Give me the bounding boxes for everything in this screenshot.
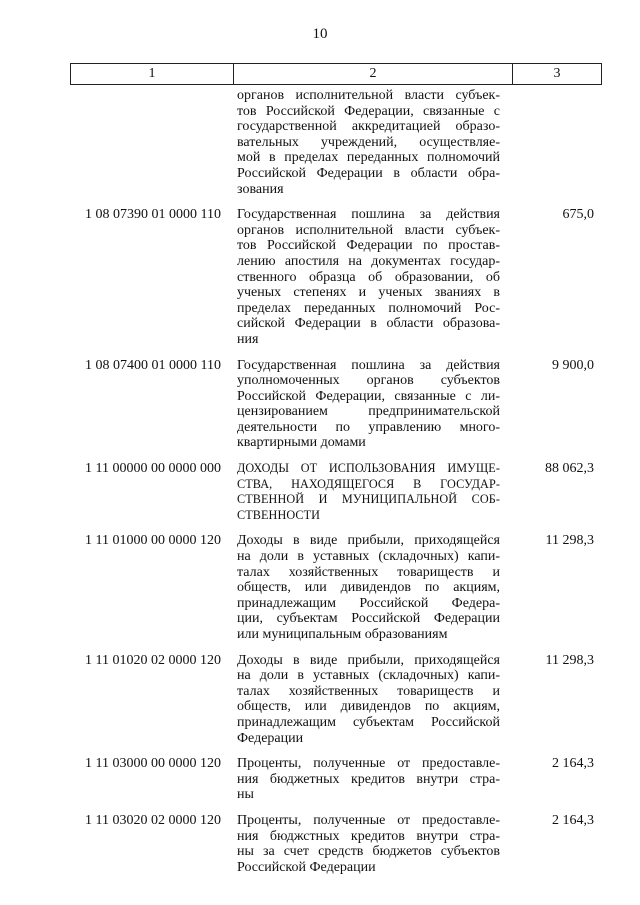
description-line: ции, субъектам Российской Федерации bbox=[237, 611, 500, 627]
description-line: тов Российской Федерации, связанные с bbox=[237, 103, 500, 119]
table-row bbox=[70, 533, 602, 642]
description-line: тов Российской Федерации по простав- bbox=[237, 238, 500, 254]
description-line: СТВЕННОСТИ bbox=[237, 507, 321, 522]
revenue-description bbox=[233, 358, 512, 452]
description-line: ственного образца об образовании, об bbox=[237, 269, 500, 285]
revenue-code: 1 08 07390 01 0000 110 bbox=[85, 207, 221, 223]
revenue-code: 1 11 01000 00 0000 120 bbox=[85, 533, 221, 549]
description-line: сийской Федерации в области образова- bbox=[237, 316, 500, 332]
description-line: обществ, или дивидендов по акциям, bbox=[237, 580, 500, 596]
revenue-description bbox=[233, 653, 512, 747]
table-row bbox=[70, 461, 602, 523]
revenue-description bbox=[233, 533, 512, 642]
description-line: или муниципальным образованиям bbox=[237, 627, 448, 642]
description-line: талах хозяйственных товариществ и bbox=[237, 564, 500, 580]
description-line: Российской Федерации bbox=[237, 859, 376, 875]
revenue-code: 1 11 03000 00 0000 120 bbox=[85, 756, 221, 772]
description-line: Проценты, полученные от предоставле- bbox=[237, 756, 500, 772]
table-row bbox=[70, 88, 602, 197]
amount: 11 298,3 bbox=[545, 652, 594, 668]
amount: 88 062,3 bbox=[545, 461, 594, 477]
description-line: ны за счет средств бюджетов субъектов bbox=[237, 844, 500, 860]
description-line: Государственная пошлина за действия bbox=[237, 207, 500, 223]
description-line: органов исполнительной власти субъек- bbox=[237, 222, 500, 238]
description-line: мой в пределах переданных полномочий bbox=[237, 150, 500, 166]
header-col-3: 3 bbox=[553, 66, 561, 81]
description-line: цензированием предпринимательской bbox=[237, 404, 500, 420]
description-line: талах хозяйственных товариществ и bbox=[237, 683, 500, 699]
description-line: Проценты, полученные от предоставле- bbox=[237, 812, 500, 828]
description-line: СТВА, НАХОДЯЩЕГОСЯ В ГОСУДАР- bbox=[237, 476, 500, 491]
description-line: государственной аккредитацией образо- bbox=[237, 119, 500, 135]
description-line: Федерации bbox=[237, 730, 304, 746]
amount: 675,0 bbox=[562, 207, 594, 223]
amount: 2 164,3 bbox=[552, 812, 594, 828]
table-row bbox=[70, 756, 602, 803]
description-line: на доли в уставных (складочных) капи- bbox=[237, 549, 500, 565]
revenue-description bbox=[233, 88, 512, 197]
description-line: ния bbox=[237, 331, 259, 347]
description-line: ДОХОДЫ ОТ ИСПОЛЬЗОВАНИЯ ИМУЩЕ- bbox=[237, 461, 500, 476]
description-line: Доходы в виде прибыли, приходящейся bbox=[237, 533, 500, 549]
description-line: пределах переданных полномочий Рос- bbox=[237, 300, 500, 316]
description-line: Российской Федерации в области обра- bbox=[237, 165, 500, 181]
table-header bbox=[70, 63, 602, 85]
description-line: уполномоченных органов субъектов bbox=[237, 373, 500, 389]
description-line: органов исполнительной власти субъек- bbox=[237, 88, 500, 103]
description-line: зования bbox=[237, 181, 284, 197]
revenue-code: 1 08 07400 01 0000 110 bbox=[85, 357, 221, 373]
page-number: 10 bbox=[312, 26, 328, 42]
description-line: на доли в уставных (складочных) капи- bbox=[237, 668, 500, 684]
revenue-description bbox=[233, 756, 512, 803]
table-row bbox=[70, 207, 602, 347]
description-line: Государственная пошлина за действия bbox=[237, 357, 500, 373]
table-row bbox=[70, 653, 602, 747]
revenue-code: 1 11 01020 02 0000 120 bbox=[85, 652, 221, 668]
description-line: СТВЕННОЙ И МУНИЦИПАЛЬНОЙ СОБ- bbox=[237, 492, 500, 507]
description-line: ния бюджетных кредитов внутри стра- bbox=[237, 771, 500, 787]
revenue-code: 1 11 03020 02 0000 120 bbox=[85, 812, 221, 828]
table-row bbox=[70, 813, 602, 875]
description-line: вательных учреждений, осуществляе- bbox=[237, 134, 500, 150]
header-col-1: 1 bbox=[71, 64, 234, 84]
description-line: ученых степенях и ученых званиях в bbox=[237, 285, 500, 301]
amount: 2 164,3 bbox=[552, 756, 594, 772]
amount: 9 900,0 bbox=[552, 357, 594, 373]
description-line: лению апостиля на документах государ- bbox=[237, 253, 500, 269]
description-line: обществ, или дивидендов по акциям, bbox=[237, 699, 500, 715]
amount: 11 298,3 bbox=[545, 533, 594, 549]
revenue-description bbox=[233, 813, 512, 875]
description-line: Российской Федерации, связанные с ли- bbox=[237, 388, 500, 404]
revenue-code: 1 11 00000 00 0000 000 bbox=[85, 461, 221, 477]
description-line: ны bbox=[237, 787, 254, 803]
revenue-description bbox=[233, 461, 512, 523]
description-line: Доходы в виде прибыли, приходящейся bbox=[237, 652, 500, 668]
description-line: квартирными домами bbox=[237, 435, 366, 451]
table-body bbox=[70, 88, 602, 885]
description-line: деятельности по управлению много- bbox=[237, 419, 500, 435]
revenue-description bbox=[233, 207, 512, 347]
description-line: ния бюджстных кредитов внутри стра- bbox=[237, 828, 500, 844]
header-col-2: 2 bbox=[234, 64, 513, 84]
description-line: принадлежащим Российской Федера- bbox=[237, 595, 500, 611]
table-row bbox=[70, 358, 602, 452]
description-line: принадлежащим субъектам Российской bbox=[237, 714, 500, 730]
